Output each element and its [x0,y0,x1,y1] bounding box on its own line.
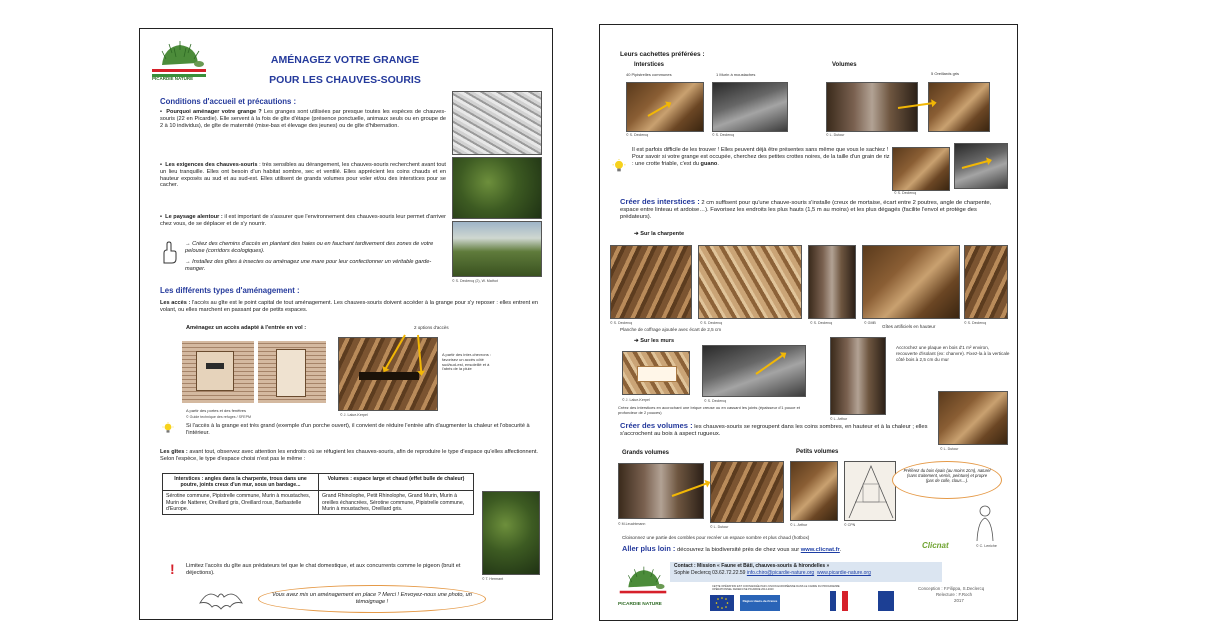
conditions-bullet-1 [160,109,446,129]
photo-request-text: Vous avez mis un aménagement en place ? Merci ! Envoyez-nous une photo, un témoignage ! [272,592,472,605]
aller-plus-loin: Aller plus loin : découvrez la biodiversité près de chez vous sur www.clicnat.fr. [622,544,842,553]
funding-small: CETTE OPÉRATION EST COFINANCÉE PAR L'UNION EUROPÉENNE DANS LE CADRE DU PROGRAMME OPÉRATIONNEL FEDER-FSE PICARDIE 2014-2020 [712,585,840,591]
clicnat-logo: Clicnat [922,541,949,550]
caption-oreillards: 5 Oreillards gris [931,71,960,76]
gites-paragraph [160,449,538,463]
photo-brique-creuse [622,351,690,395]
wood-advice-bubble [892,461,1002,499]
picardie-nature-logo [150,39,208,81]
region-label: Région Hauts-de-France [742,599,778,603]
contact-line [674,570,948,577]
bullet-2-text: : très sensibles au dérangement, les chauves-souris recherchent avant tout un lieu tranquille. Elles ont besoin d'un habitat sombre, sec et ventilé. Elles apprécient les coins chauds et en hauteur exposés au sud et au sud-est. Elles utilisent de grands volumes pour voler et/ou des interstices pour se cacher. [160,162,446,189]
gites-lead: Les gîtes : [160,449,188,455]
credit-arthur-2: © L. Arthur [790,523,808,527]
bullet-3-lead: Le paysage alentour : [165,214,223,220]
footer-logo-label: PICARDIE NATURE [618,602,662,607]
logo-label: PICARDIE NATURE [152,76,194,81]
credit-d: © S. Declercq [894,191,917,195]
cachettes-heading: Leurs cachettes préférées : [620,51,705,58]
contact-title: Contact : Mission « Faune et Bâti, chauves-souris & hirondelles » [674,563,830,569]
diagram-hotbox [844,461,896,521]
bullet-dot: • [160,214,166,220]
options-label: 2 options d'accès [414,325,449,330]
credits-year: 2017 [954,598,964,603]
clicnat-link[interactable]: www.clicnat.fr [800,547,840,553]
credit-dutour-3: © L. Dutour [710,525,729,529]
guano-word: guano [700,160,718,167]
caption-murin: 1 Murin à moustaches [716,72,756,77]
conditions-heading: Conditions d'accueil et précautions : [160,97,297,106]
photo-joints [702,345,806,397]
guano-text: Il est parfois difficile de les trouver ! Elles peuvent déjà être présentes sans même que vous le sachiez ! Pour savoir si votre grange est occupée, cherchez des petites crottes noires, de la taille d'un grain de riz : une crotte friable, c'est du guano. [632,147,890,167]
photo-plaque-bois [830,337,886,415]
caption-inter-chevrons: A partir des inter-chevrons : favorisez un accès côté sud/sud-est, ensoleillé et à l'abris de la pluie [442,352,491,372]
photo-credit-top: © S. Declercq (2), W. Mathot [452,279,498,283]
conditions-bullet-3 [160,214,446,228]
bullet-1-lead: Pourquoi aménager votre grange ? [166,109,262,115]
photo-charpente-4 [862,245,960,319]
bullet-3-text: il est important de s'assurer que l'environnement des chauves-souris leur permet d'arriver chez vous, de se déplacer et de s'y nourrir. [160,214,446,227]
creer-volumes-heading: Créer des volumes : [620,421,693,430]
aller-plus-loin-text: découvrez la biodiversité près de chez vous sur [675,547,801,553]
conditions-bullet-2 [160,162,446,189]
credit-charpente-2: © S. Declercq [700,321,723,325]
photo-grands-volumes-1 [618,463,704,519]
petits-volumes-label: Petits volumes [796,449,839,455]
table-cell-volumes-species: Grand Rhinolophe, Petit Rhinolophe, Grand Murin, Murin à oreilles échancrées, Sérotine commune, Pipistrelle commune, Murin à moustaches, Oreillard gris. [319,491,474,515]
photo-murin [712,82,788,132]
credit-cpn: © CPN [844,523,856,527]
credit-hermant: © T. Hermant [482,577,504,581]
bat-icon [198,583,244,617]
table-header-interstices: Interstices : angles dans la charpente, trous dans une poutre, joints creux d'un mur, sous un bardage... [163,474,319,491]
bullet-2-lead: Les exigences des chauves-souris [165,162,258,168]
diagram-door-access [182,341,254,403]
guano-text-body: Il est parfois difficile de les trouver ! Elles peuvent déjà être présentes sans même que vous le sachiez ! Pour savoir si votre grange est occupée, cherchez des petites crottes noires, de la taille d'un grain de riz : une crotte friable, c'est du [632,147,890,167]
credit-charpente-4: © GMB [864,321,876,325]
eu-flag-logo [710,595,734,611]
photo-request-bubble [258,585,486,613]
types-heading: Les différents types d'aménagement : [160,286,300,295]
table-row [163,491,474,515]
person-sketch-icon [972,503,998,543]
hand-pointing-icon [160,241,178,265]
photo-barn-roof [452,91,542,155]
creer-interstices-heading: Créer des interstices : [620,197,700,206]
tip-2: → Installez des gîtes à insectes ou aménagez une mare pour leur confectionner un véritable garde-manger. [185,259,432,272]
table-header-volumes: Volumes : espace large et chaud (effet bulle de chaleur) [319,474,474,491]
page-title-line-1: AMÉNAGEZ VOTRE GRANGE [270,54,420,66]
warning-text: Limitez l'accès du gîte aux prédateurs tel que le chat domestique, et aux concurrents comme le pigeon (bruit et déjections). [186,563,461,576]
bullet-dot: • [160,162,166,168]
caption-cloison: Cloisonnez une partie des combles pour recréer un espace sombre et plus chaud (hotbox) [622,535,810,540]
creer-volumes-text: les chauves-souris se regroupent dans les coins sombres, en hauteur et à la chaleur ; elles s'accrochent au bois à aspect rugueux. [620,424,928,437]
page-1 [139,28,553,620]
volumes-label: Volumes [832,62,857,68]
credit-a: © S. Declercq [626,133,649,137]
photo-plaque-bois-2 [938,391,1008,445]
wood-advice-text: Préférez du bois épais (au moins 2cm), naturel (sans traitement, vernis, peinture) et propre (pas de colle, clous…). [903,468,991,483]
credit-guide: © Guide technique des refuges / SFEPM [186,415,251,419]
aller-plus-loin-heading: Aller plus loin : [622,544,676,553]
access-note: Si l'accès à la grange est très grand (exemple d'un porche ouvert), il convient de réduire l'entrée afin d'augmenter la chaleur et l'obscurité à l'intérieur. [186,423,530,436]
photo-tree-bats [482,491,540,575]
plaque-text: Accrochez une plaque en bois d'1 m² environ, recouverte d'isolant (ex: chanvre). Fixez-la à la verticale côté bois à 2,5 cm du mur [896,345,1010,362]
acces-text: l'accès au gîte est le point capital de tout aménagement. Les chauves-souris doivent accéder à la grange pour s'y reposer : elles entrent en volant, ou elles marchent en passant par de petits espaces. [160,300,538,313]
gites-text: avant tout, observez avec attention les endroits où se réfugient les chauves-souris, afin de reproduire le type d'espace qu'elles affectionnent. Selon l'espèce, le type d'espace choisi n'est pas le même : [160,449,538,462]
acces-paragraph [160,300,538,314]
contact-site-link[interactable]: www.picardie-nature.org [816,570,871,576]
credit-murs-1: © J. Lalue-Kerpel [622,398,650,402]
caption-doors-windows: A partir des portes et des fenêtres [186,408,247,413]
bullet-1-text: Les granges sont utilisées par presque toutes les espèces de chauves-souris (22 en Picardie). Elle servent à la fois de gîte d'étape (présence ponctuelle, animaux seuls ou en groupe de 2 à 10 individus), de gîte de maternité (mise-bas et élevage des jeunes) ou de gîte d'hibernation. [160,109,446,129]
tip-1: → Créez des chemins d'accès en plantant des haies ou en fauchant tardivement des zones de votre pelouse (corridors écologiques). [185,241,434,254]
caption-pipistrelles: 40 Pipistrelles communes [626,72,672,77]
page-2 [599,24,1018,621]
photo-garden [452,157,542,219]
bullet-dot: • [160,109,167,115]
caption-planche: Planche de coffrage ajoutée avec écart de 2,5 cm [620,327,722,332]
credit-charpente-3: © S. Declercq [810,321,833,325]
gites-table [162,473,474,515]
photo-charpente-1 [610,245,692,319]
credit-leuchtmann: © M.Leuchtmann [618,522,646,526]
contact-email-link[interactable]: info.chiro@picardie-nature.org [746,570,815,576]
photo-grands-volumes-2 [710,461,784,523]
sur-murs-label: ➔ Sur les murs [634,338,675,344]
photo-petits-volumes [790,461,838,521]
hotbox-sketch-icon [845,462,896,521]
credits-conception: Conception : F.Filippa, S.Declercq [918,586,985,591]
photo-charpente-5 [964,245,1008,319]
creer-volumes-paragraph [620,423,936,438]
diagram-window-access [258,341,326,403]
prefet-logo [830,591,848,611]
creer-interstices-text: 2 cm suffisent pour qu'une chauve-souris s'installe (creux de mortaise, écart entre 2 poutres, angle de charpente, espace entre linteau et ardoise…). Favorisez les endroits les plus hauts (1,5 m au moins) et les plus dégagés (facilite l'envol et protège des prédateurs). [620,200,992,220]
page-title-line-2: POUR LES CHAUVES-SOURIS [269,74,421,86]
caption-murs: Créez des interstices en accrochant une brique creuse ou en cassant les joints (épaisseur d'1 pouce et profondeur de 2 pouces) [618,405,800,415]
funding-text [712,585,840,591]
acces-lead: Les accès : [160,300,191,306]
credit-lalue: © J. Lalue-Kerpel [340,413,368,417]
photo-guano-1 [892,147,950,191]
photo-charpente-2 [698,245,802,319]
conseil-logo [878,591,894,611]
credit-b: © S. Declercq [712,133,735,137]
sur-charpente-label: ➔ Sur la charpente [634,231,685,237]
eu-stars-icon [710,595,734,611]
creer-interstices-paragraph [620,199,1004,220]
interstices-label: Interstices [634,62,665,68]
credit-dutour-2: © L. Dutour [940,447,959,451]
credits-relecture: Relecture : F.Roch [936,592,973,597]
table-cell-interstices-species: Sérotine commune, Pipistrelle commune, Murin à moustaches, Murin de Natterer, Oreillard gris, Oreillard roux, Barbastelle d'Europe. [163,491,319,515]
lightbulb-icon [612,159,626,173]
credit-arthur: © L. Arthur [830,417,848,421]
contact-name: Sophie Declercq 03.62.72.22.59 [674,570,747,576]
lightbulb-icon [162,422,174,434]
photo-charpente-3 [808,245,856,319]
hedgehog-icon [618,563,668,603]
credit-c: © L. Dutour [826,133,845,137]
credit-murs-2: © S. Declercq [704,399,727,403]
hedgehog-icon [150,39,208,81]
photo-landscape [452,221,542,277]
warning-icon: ! [170,561,175,577]
caption-gites-artificiels: Gîtes artificiels en hauteur [882,324,936,329]
grands-volumes-label: Grands volumes [622,450,670,456]
credit-charpente-5: © S. Declercq [964,321,987,325]
credit-leniche: © C. Leniche [976,544,997,548]
table-row [163,474,474,491]
acces-subheading: Aménagez un accès adapté à l'entrée en vol : [186,325,307,331]
credit-charpente-1: © S. Declercq [610,321,633,325]
photo-oreillards [928,82,990,132]
